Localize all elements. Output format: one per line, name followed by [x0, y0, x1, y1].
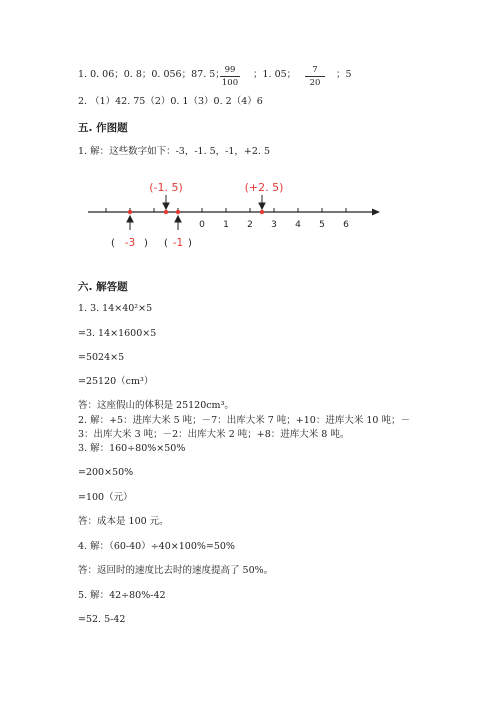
- solution-line: =3. 14×1600×5: [78, 328, 157, 339]
- fraction-bar: [220, 76, 240, 77]
- answer-line-1-mid: ；1. 05；: [253, 69, 297, 80]
- fraction-7-20: [303, 65, 327, 88]
- solution-line: =200×50%: [78, 467, 134, 478]
- point-minus-3: [128, 210, 132, 214]
- solution-line: 2. 解：+5：进库大米 5 吨；－7：出库大米 7 吨；+10：进库大米 10 吨；－: [78, 415, 410, 426]
- tick-label-6: 6: [343, 220, 349, 230]
- solution-line: =100（元）: [78, 492, 133, 503]
- solution-line: 3：出库大米 3 吨；－2：出库大米 2 吨；+8：进库大米 8 吨。: [78, 429, 350, 440]
- solution-line: 答：这座假山的体积是 25120cm³。: [78, 400, 234, 411]
- solution-line: =5024×5: [78, 352, 125, 363]
- solution-line: 1. 3. 14×40²×5: [78, 303, 153, 314]
- numerator: 7: [312, 65, 318, 75]
- arrowhead-down: [259, 203, 265, 209]
- tick-label-2: 2: [247, 220, 253, 230]
- numerator: 99: [224, 65, 236, 75]
- solution-line: =52. 5-42: [78, 614, 126, 625]
- solution-line: =25120（cm³）: [78, 376, 154, 387]
- label-minus-1-5: (-1. 5): [149, 181, 183, 194]
- point-minus-1-5: [164, 210, 168, 214]
- point-plus-2-5: [260, 210, 264, 214]
- tick-label-1: 1: [223, 220, 229, 230]
- tick-label-3: 3: [271, 220, 277, 230]
- solution-line: 答：返回时的速度比去时的速度提高了 50%。: [78, 565, 274, 576]
- answer-line-2: 2. （1）42. 75（2）0. 1（3）0. 2（4）6: [78, 96, 263, 107]
- answer-line-1: 1. 0. 06；0. 8；0. 056；87. 5；: [78, 69, 225, 80]
- section-5-q1: 1. 解：这些数字如下：-3，-1. 5，-1，+2. 5: [78, 146, 271, 157]
- arrowhead-up: [127, 216, 133, 222]
- arrowhead-up: [175, 216, 181, 222]
- label-minus-3: -3: [124, 237, 136, 249]
- fraction-99-100: [218, 65, 242, 88]
- number-line-figure: [80, 178, 390, 253]
- label-minus-1: -1: [172, 237, 184, 249]
- solution-line: 答：成本是 100 元。: [78, 516, 169, 527]
- solution-line: 5. 解：42÷80%-42: [78, 590, 166, 601]
- solution-line: 3. 解：160÷80%×50%: [78, 443, 186, 454]
- denominator: 100: [221, 78, 239, 88]
- tick-label-4: 4: [295, 220, 301, 230]
- paren-open: (: [111, 238, 115, 249]
- paren-close: ): [188, 238, 192, 249]
- solution-line: 4. 解：（60-40）÷40×100%=50%: [78, 541, 235, 552]
- section-5-title: 五. 作图题: [78, 122, 128, 134]
- tick-label-0: 0: [199, 220, 205, 230]
- point-minus-1: [176, 210, 180, 214]
- axis-arrowhead: [372, 209, 380, 216]
- arrowhead-down: [163, 203, 169, 209]
- tick-label-5: 5: [319, 220, 325, 230]
- label-plus-2-5: (+2. 5): [244, 181, 284, 194]
- denominator: 20: [309, 78, 321, 88]
- fraction-bar: [305, 76, 325, 77]
- section-6-title: 六. 解答题: [78, 281, 128, 293]
- answer-line-1-end: ；5: [336, 69, 352, 80]
- paren-close: ): [144, 238, 148, 249]
- paren-open: (: [164, 238, 168, 249]
- axis-ticks: [106, 208, 346, 212]
